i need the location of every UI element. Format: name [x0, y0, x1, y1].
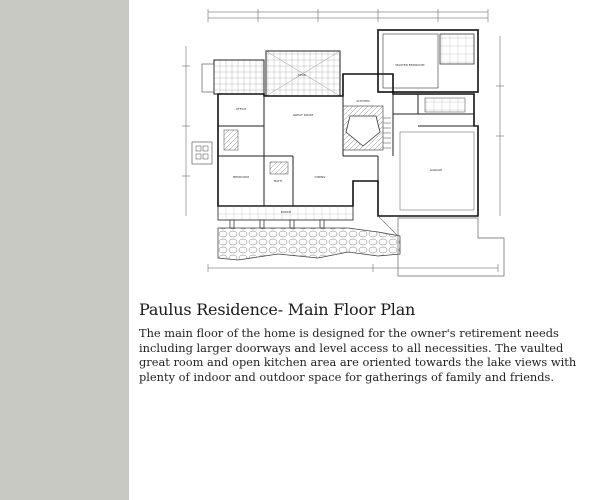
- left-side-band: [0, 0, 129, 500]
- room-label-great-room: GREAT ROOM: [292, 113, 314, 117]
- room-label-dining: DINING: [314, 175, 326, 179]
- room-label-garage: GARAGE: [429, 168, 443, 172]
- room-label-kitchen: KITCHEN: [356, 99, 370, 103]
- room-label-bath: BATH: [274, 179, 282, 183]
- page-title: Paulus Residence- Main Floor Plan: [139, 300, 416, 319]
- room-label-deck: DECK: [297, 73, 307, 77]
- room-label-master-bedroom: MASTER BEDROOM: [395, 63, 425, 67]
- room-label-porch: PORCH: [280, 210, 292, 214]
- floor-plan-drawing-icon: [178, 6, 508, 278]
- room-label-office: OFFICE: [235, 107, 247, 111]
- floor-plan-image: [178, 6, 508, 278]
- room-label-bedroom: BEDROOM: [233, 175, 249, 179]
- description-text: The main floor of the home is designed for the owner's retirement needs including larger doorways and level access to all necessities. The vaulted great room and open kitchen area are oriented towards the lake views with plenty of indoor and outdoor space for gatherings of family and friends.: [139, 326, 577, 384]
